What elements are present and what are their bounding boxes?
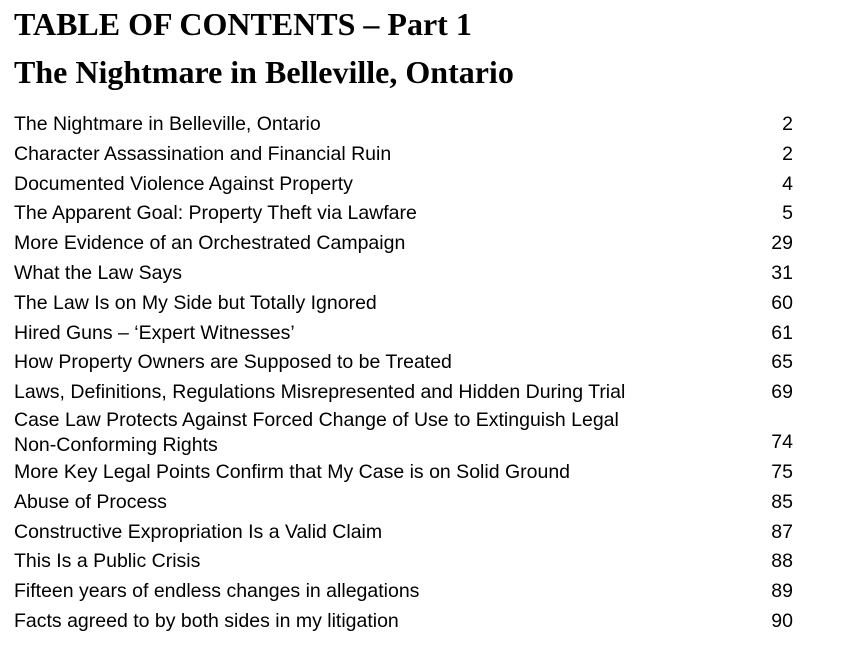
toc-entry-page-number: 74 [771,431,793,454]
toc-entry-title: Documented Violence Against Property [14,172,353,195]
toc-entry-page-number: 61 [771,321,793,344]
toc-entry-page-number: 75 [771,460,793,483]
toc-entry [14,170,814,200]
toc-entry [14,408,814,458]
toc-entry-title: How Property Owners are Supposed to be Treated [14,351,452,374]
toc-entry-title: The Law Is on My Side but Totally Ignored [14,291,377,314]
toc-entry-title: More Evidence of an Orchestrated Campaign [14,232,406,255]
toc-entry-page-number: 90 [771,609,793,632]
toc-entry-page-number: 87 [771,520,793,543]
toc-entry [14,229,814,259]
toc-entry [14,289,814,319]
table-of-contents [14,110,814,637]
toc-entry-title: Laws, Definitions, Regulations Misrepresented and Hidden During Trial [14,381,626,404]
toc-entry-title: More Key Legal Points Confirm that My Case is on Solid Ground [14,460,571,483]
toc-entry-page-number: 89 [771,580,793,603]
toc-entry [14,378,814,408]
toc-entry [14,199,814,229]
toc-entry-page-number: 2 [782,142,793,165]
toc-entry-title: The Apparent Goal: Property Theft via Lawfare [14,202,417,225]
toc-entry [14,488,814,518]
toc-entry-title: Hired Guns – ‘Expert Witnesses’ [14,321,295,344]
toc-entry-page-number: 69 [771,381,793,404]
toc-entry-title: This Is a Public Crisis [14,550,201,573]
toc-entry-page-number: 65 [771,351,793,374]
toc-entry-page-number: 4 [782,172,793,195]
toc-entry [14,547,814,577]
toc-entry-page-number: 2 [782,113,793,135]
toc-entry [14,458,814,488]
document-title: The Nightmare in Belleville, Ontario [14,54,514,90]
toc-entry-title: Case Law Protects Against Forced Change of Use to Extinguish Legal Non-Conforming Rights [14,408,619,456]
toc-entry [14,110,814,140]
toc-entry-title: Constructive Expropriation Is a Valid Claim [14,520,383,543]
toc-entry-page-number: 29 [771,232,793,255]
toc-entry [14,259,814,289]
document-page [14,0,814,637]
toc-entry-title: Fifteen years of endless changes in allegations [14,580,420,603]
toc-entry-page-number: 5 [782,202,793,225]
toc-entry-page-number: 88 [771,550,793,573]
toc-entry [14,140,814,170]
toc-entry-page-number: 60 [771,291,793,314]
toc-entry-title: Facts agreed to by both sides in my litigation [14,609,399,632]
toc-entry [14,577,814,607]
toc-entry-page-number: 31 [771,261,793,284]
toc-entry [14,348,814,378]
toc-entry-page-number: 85 [771,490,793,513]
toc-entry [14,518,814,548]
toc-entry [14,607,814,637]
toc-heading: TABLE OF CONTENTS – Part 1 [14,6,472,42]
toc-entry [14,319,814,349]
toc-entry-title: Abuse of Process [14,490,167,513]
toc-entry-title: What the Law Says [14,261,182,284]
toc-entry-title: Character Assassination and Financial Ruin [14,142,392,165]
toc-entry-title: The Nightmare in Belleville, Ontario [14,113,321,135]
